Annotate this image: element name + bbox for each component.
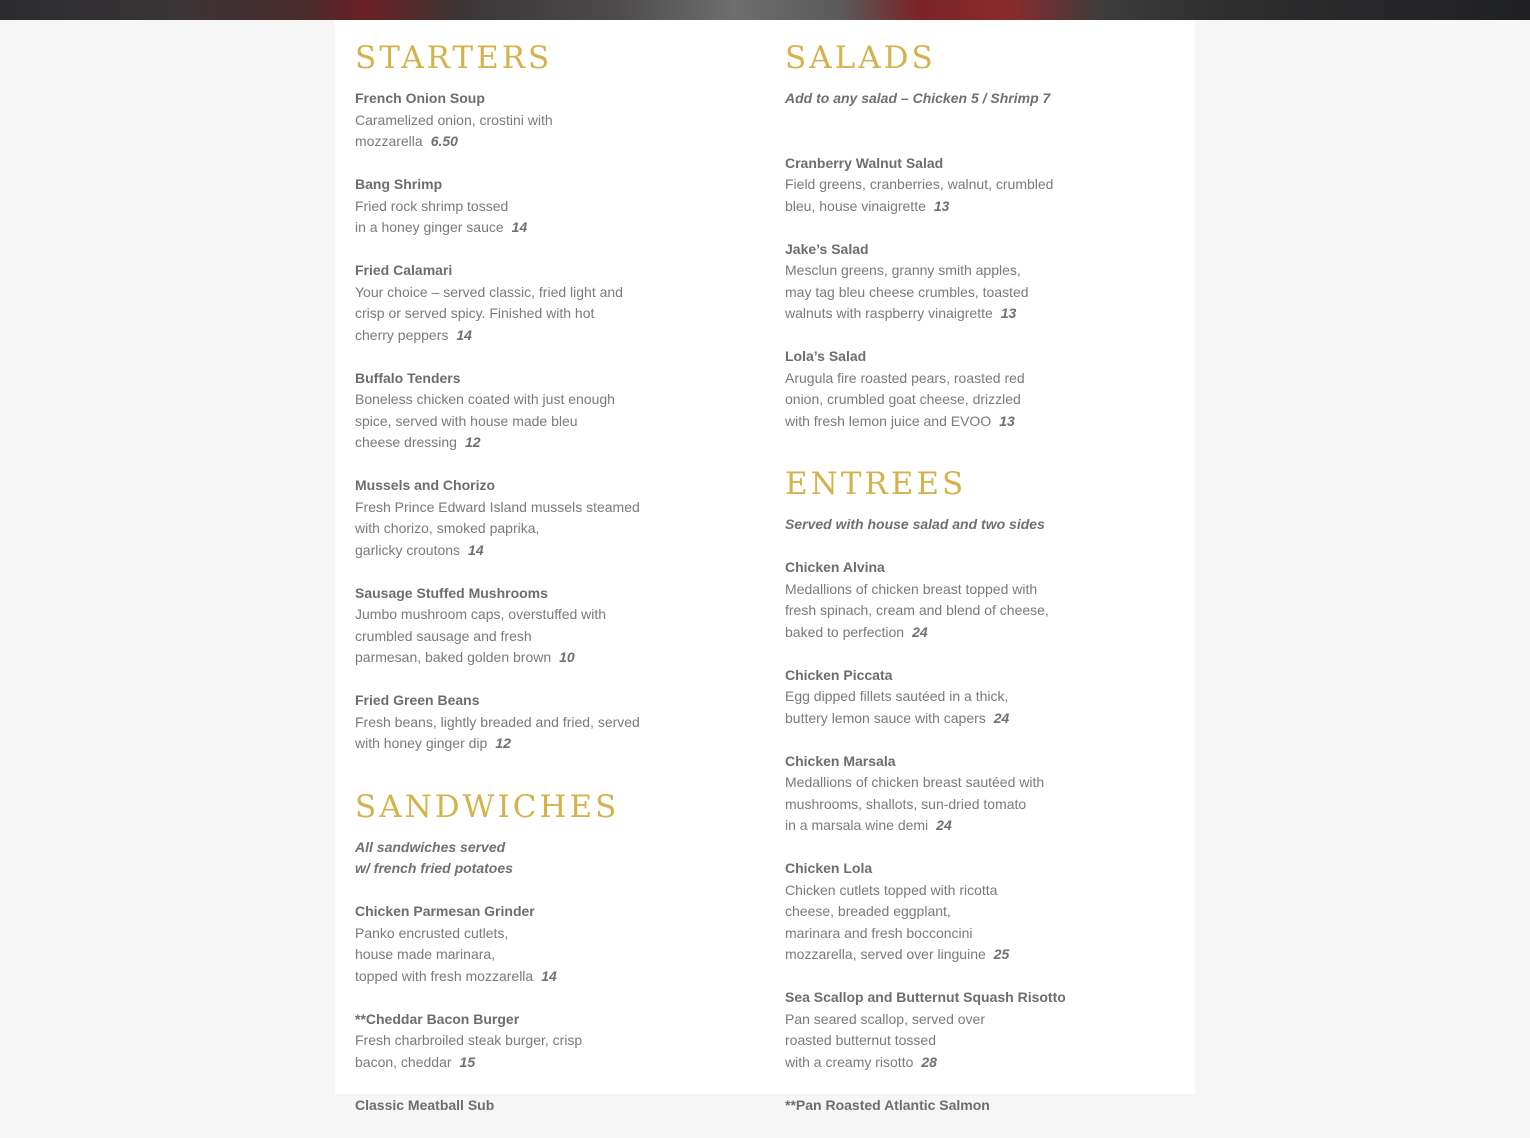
menu-item-name: Fried Calamari bbox=[355, 262, 453, 278]
menu-item-name: Bang Shrimp bbox=[355, 176, 443, 192]
menu-item-price: 15 bbox=[459, 1053, 476, 1070]
starters-section bbox=[355, 38, 655, 755]
menu-item-description-text: Your choice – served classic, fried light and crisp or served spicy. Finished with hot cherry peppers bbox=[355, 283, 623, 343]
menu-item-name: Classic Meatball Sub bbox=[355, 1096, 495, 1113]
menu-item-description-text: Fresh beans, lightly breaded and fried, served with honey ginger dip bbox=[355, 713, 640, 751]
menu-item-name: Sea Scallop and Butternut Squash Risotto bbox=[785, 989, 1066, 1005]
menu-item-description-text: Arugula fire roasted pears, roasted red onion, crumbled goat cheese, drizzled with fresh lemon juice and EVOO bbox=[785, 369, 1025, 429]
starters-list bbox=[355, 88, 655, 755]
menu-item-description-text: Pan seared scallop, served over roasted butternut tossed with a creamy risotto bbox=[785, 1010, 985, 1070]
menu-item-description-text: Fresh Prince Edward Island mussels steamed with chorizo, smoked paprika, garlicky croutons bbox=[355, 498, 640, 558]
menu-item-description-text: Panko encrusted cutlets, house made marinara, topped with fresh mozzarella bbox=[355, 924, 534, 984]
menu-item-name: Lola’s Salad bbox=[785, 348, 867, 364]
hero-banner-image bbox=[0, 0, 1530, 20]
section-heading-sandwiches: SANDWICHES bbox=[355, 788, 620, 825]
menu-item-price: 12 bbox=[464, 434, 481, 450]
menu-item bbox=[785, 557, 1105, 643]
menu-sheet bbox=[335, 20, 1195, 1113]
menu-item-description-text: Egg dipped fillets sautéed in a thick, buttery lemon sauce with capers bbox=[785, 688, 1009, 726]
menu-item bbox=[355, 901, 655, 987]
menu-item-name: Chicken Marsala bbox=[785, 752, 896, 769]
menu-item-name: Mussels and Chorizo bbox=[355, 477, 496, 493]
menu-item bbox=[785, 346, 1105, 432]
menu-item-price: 14 bbox=[541, 967, 557, 984]
menu-item bbox=[785, 1095, 1105, 1117]
menu-item-price: 14 bbox=[456, 326, 472, 343]
menu-item-price: 12 bbox=[495, 735, 511, 751]
menu-item-price: 13 bbox=[933, 197, 950, 214]
menu-item bbox=[785, 751, 1105, 837]
menu-item-description-text: Field greens, cranberries, walnut, crumbled bleu, house vinaigrette bbox=[785, 176, 1054, 214]
menu-item-name: Chicken Alvina bbox=[785, 559, 885, 575]
menu-item-description-text: Medallions of chicken breast sautéed with mushrooms, shallots, sun-dried tomato in a marsala wine demi bbox=[785, 774, 1045, 833]
menu-item bbox=[785, 987, 1105, 1073]
menu-item-description bbox=[785, 686, 1105, 729]
menu-item bbox=[355, 260, 655, 346]
entrees-note: Served with house salad and two sides bbox=[785, 516, 1045, 532]
menu-item-name: **Cheddar Bacon Burger bbox=[355, 1010, 520, 1027]
menu-item-description-text: Jumbo mushroom caps, overstuffed with crumbled sausage and fresh parmesan, baked golden brown bbox=[355, 606, 607, 665]
menu-item-description bbox=[785, 880, 1105, 966]
menu-item bbox=[355, 368, 655, 454]
menu-column-right bbox=[785, 20, 1105, 1138]
menu-item-description bbox=[355, 389, 655, 454]
menu-item-description-text: Fresh charbroiled steak burger, crisp bacon, cheddar bbox=[355, 1032, 583, 1070]
menu-item-price: 24 bbox=[993, 709, 1010, 726]
menu-item-name: Fried Green Beans bbox=[355, 692, 480, 708]
salads-list bbox=[785, 153, 1105, 433]
menu-item-name: Buffalo Tenders bbox=[355, 369, 461, 386]
menu-item bbox=[355, 88, 655, 153]
menu-item-price: 13 bbox=[1000, 305, 1017, 321]
menu-item-description bbox=[785, 260, 1105, 325]
menu-item-description bbox=[355, 1030, 655, 1073]
menu-item bbox=[355, 174, 655, 239]
menu-item-name: Jake’s Salad bbox=[785, 240, 869, 257]
menu-item bbox=[785, 858, 1105, 966]
salads-section bbox=[785, 38, 1105, 432]
menu-item-price: 10 bbox=[559, 649, 575, 665]
menu-item-name: Chicken Lola bbox=[785, 860, 873, 876]
menu-item-description bbox=[355, 923, 655, 988]
menu-item-description-text: Fried rock shrimp tossed in a honey ginger sauce bbox=[355, 197, 509, 235]
menu-item-name: **Pan Roasted Atlantic Salmon bbox=[785, 1096, 990, 1113]
menu-item bbox=[785, 153, 1105, 218]
section-heading-starters: STARTERS bbox=[355, 40, 553, 76]
menu-item-description-text: Boneless chicken coated with just enough spice, served with house made bleu cheese dressing bbox=[355, 391, 615, 450]
menu-item-description-text: Medallions of chicken breast topped with fresh spinach, cream and blend of cheese, baked to perfection bbox=[785, 580, 1049, 640]
menu-item bbox=[355, 1095, 655, 1117]
menu-item-price: 14 bbox=[468, 541, 484, 558]
menu-item-description bbox=[785, 772, 1105, 837]
menu-item-name: Cranberry Walnut Salad bbox=[785, 154, 944, 171]
menu-item-price: 6.50 bbox=[430, 133, 458, 149]
menu-item-name: Chicken Parmesan Grinder bbox=[355, 903, 535, 919]
salads-note: Add to any salad – Chicken 5 / Shrimp 7 bbox=[785, 90, 1051, 106]
entrees-section bbox=[785, 464, 1105, 1116]
sandwiches-list bbox=[355, 901, 655, 1116]
menu-item-price: 25 bbox=[993, 946, 1010, 962]
menu-item bbox=[355, 1009, 655, 1074]
menu-item-price: 14 bbox=[511, 219, 528, 235]
menu-item-description bbox=[785, 174, 1105, 217]
menu-item bbox=[355, 475, 655, 561]
menu-item-price: 28 bbox=[921, 1053, 937, 1070]
menu-item-description bbox=[355, 196, 655, 239]
menu-item bbox=[355, 690, 655, 755]
menu-item bbox=[785, 239, 1105, 325]
menu-item-description bbox=[785, 1009, 1105, 1074]
section-heading-salads: SALADS bbox=[785, 40, 936, 76]
menu-item-description-text: Mesclun greens, granny smith apples, may tag bleu cheese crumbles, toasted walnuts with raspberry vinaigrette bbox=[785, 262, 1029, 321]
menu-item-description bbox=[355, 604, 655, 669]
sandwiches-section bbox=[355, 787, 655, 1117]
menu-item-description bbox=[785, 579, 1105, 644]
menu-item-price: 13 bbox=[999, 412, 1015, 429]
menu-item-description bbox=[355, 497, 655, 562]
menu-item-description bbox=[355, 282, 655, 347]
section-heading-entrees: ENTREES bbox=[785, 466, 967, 502]
entrees-list bbox=[785, 557, 1105, 1116]
menu-item-description-text: Caramelized onion, crostini with mozzarella bbox=[355, 111, 553, 149]
menu-item-price: 24 bbox=[912, 623, 928, 640]
menu-item-name: French Onion Soup bbox=[355, 90, 485, 106]
menu-column-left bbox=[355, 20, 655, 1138]
sandwiches-note: All sandwiches served w/ french fried potatoes bbox=[355, 838, 513, 876]
menu-item-description bbox=[785, 368, 1105, 433]
menu-item-description bbox=[355, 110, 655, 153]
menu-item bbox=[785, 665, 1105, 730]
menu-item-name: Sausage Stuffed Mushrooms bbox=[355, 584, 548, 601]
menu-item bbox=[355, 583, 655, 669]
menu-item-description bbox=[355, 712, 655, 755]
menu-item-description-text: Chicken cutlets topped with ricotta cheese, breaded eggplant, marinara and fresh bocconcini mozzarella, served over linguine bbox=[785, 881, 998, 962]
menu-item-price: 24 bbox=[936, 817, 952, 833]
menu-item-name: Chicken Piccata bbox=[785, 666, 893, 683]
